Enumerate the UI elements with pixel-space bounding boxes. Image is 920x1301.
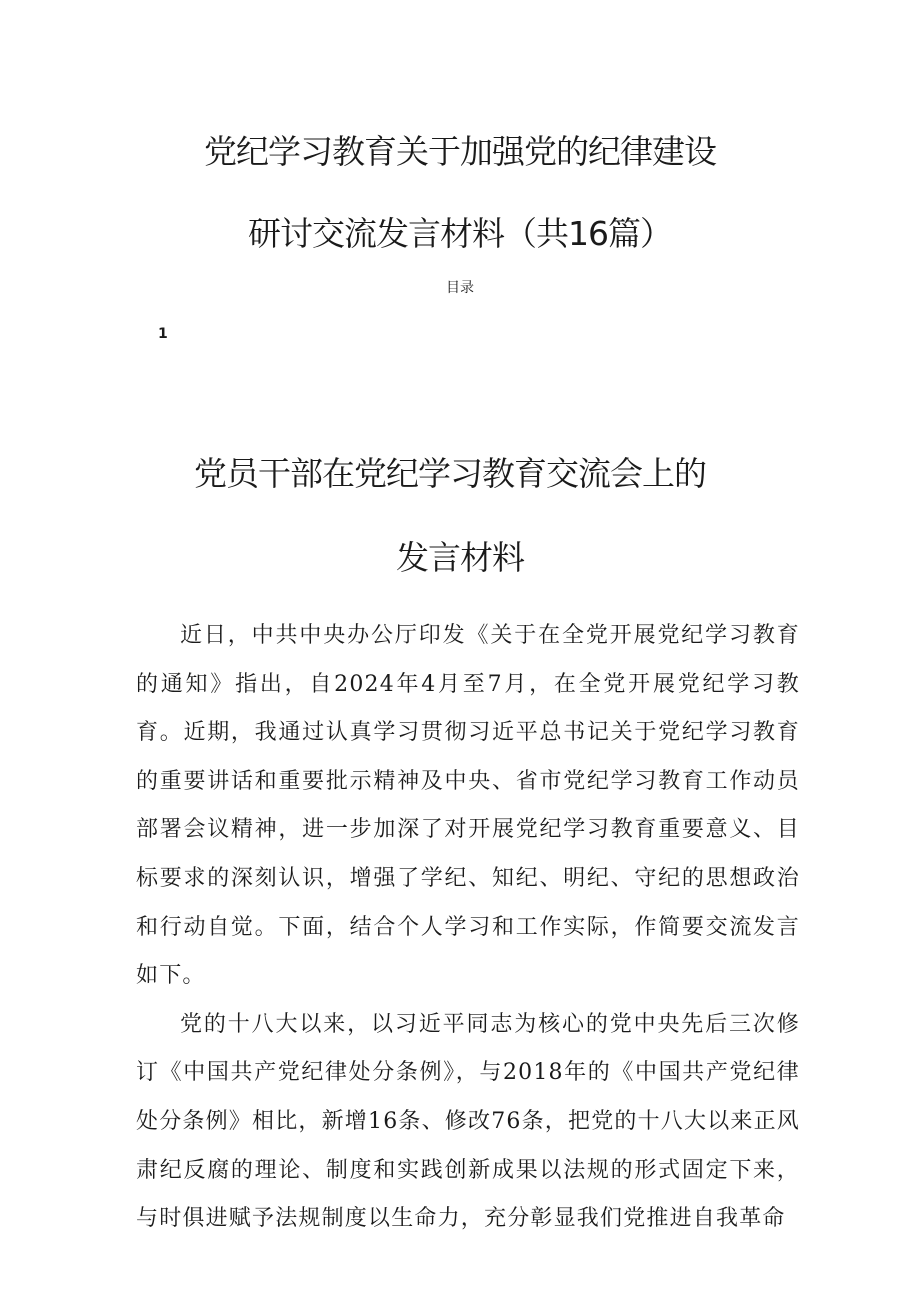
document-title-line-1: 党纪学习教育关于加强党的纪律建设 xyxy=(204,132,716,171)
toc-label: 目录 xyxy=(446,280,474,296)
body-paragraph: 党的十八大以来，以习近平同志为核心的党中央先后三次修订《中国共产党纪律处分条例》，与2018年的《中国共产党纪律处分条例》相比，新增16条、修改76条，把党的十八大以来正风肃纪反腐的理论、制度和实践创新成果以法规的形式固定下来，与时俱进赋予法规制度以生命力，充分彰显我们党推进自我革命 xyxy=(136,1011,800,1232)
section-title-line-1: 党员干部在党纪学习教育交流会上的 xyxy=(194,454,706,493)
toc-entry-number[interactable]: 1 xyxy=(158,326,168,342)
section-title-line-2: 发言材料 xyxy=(396,538,524,577)
body-text xyxy=(136,612,800,1244)
body-paragraph: 近日，中共中央办公厅印发《关于在全党开展党纪学习教育的通知》指出，自2024年4月至7月，在全党开展党纪学习教育。近期，我通过认真学习贯彻习近平总书记关于党纪学习教育的重要讲话和重要批示精神及中央、省市党纪学习教育工作动员部署会议精神，进一步加深了对开展党纪学习教育重要意义、目标要求的深刻认识，增强了学纪、知纪、明纪、守纪的思想政治和行动自觉。下面，结合个人学习和工作实际，作简要交流发言如下。 xyxy=(136,623,800,989)
document-title-line-2: 研讨交流发言材料（共16篇） xyxy=(248,214,672,253)
